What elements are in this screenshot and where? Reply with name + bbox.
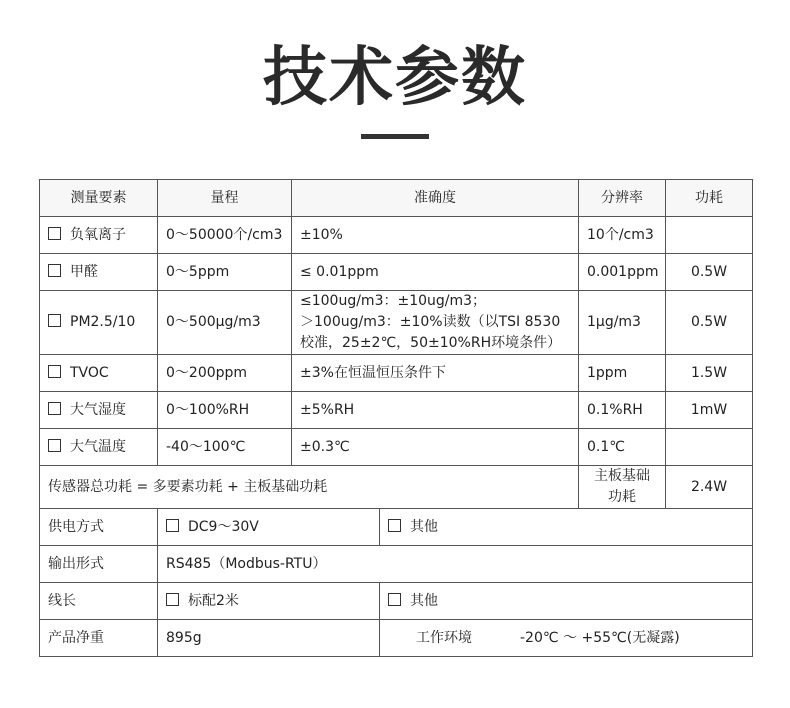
cable-row (40, 583, 753, 620)
title-underline (361, 134, 429, 139)
element-name: 大气温度 (70, 438, 126, 455)
element-cell (40, 429, 158, 466)
accuracy-cell: ±0.3℃ (292, 429, 579, 466)
total-power-label: 传感器总功耗 = 多要素功耗 + 主板基础功耗 (40, 466, 579, 509)
header-accuracy: 准确度 (292, 180, 579, 217)
table-row (40, 355, 753, 392)
table-row (40, 217, 753, 254)
range-cell: 0～50000个/cm3 (158, 217, 292, 254)
header-range: 量程 (158, 180, 292, 217)
range-cell: 0～200ppm (158, 355, 292, 392)
cable-label: 线长 (40, 583, 158, 620)
element-name: 负氧离子 (70, 226, 126, 243)
checkbox[interactable] (48, 402, 61, 415)
accuracy-cell (292, 291, 579, 355)
element-name: PM2.5/10 (70, 314, 136, 330)
checkbox[interactable] (48, 264, 61, 277)
power-supply-option2 (380, 509, 753, 546)
spec-table (39, 179, 753, 657)
resolution-cell: 0.001ppm (579, 254, 666, 291)
weight-value: 895g (158, 620, 380, 657)
power-cell: 1mW (666, 392, 753, 429)
power-supply-option1 (158, 509, 380, 546)
header-element: 测量要素 (40, 180, 158, 217)
option-label: 其他 (410, 592, 438, 609)
option-label: DC9～30V (188, 518, 259, 535)
environment-cell (380, 620, 753, 657)
table-header-row (40, 180, 753, 217)
board-power-label-text: 主板基础 功耗 (594, 468, 650, 505)
element-cell (40, 217, 158, 254)
table-row (40, 291, 753, 355)
checkbox[interactable] (166, 593, 179, 606)
range-cell: 0～100%RH (158, 392, 292, 429)
header-resolution: 分辨率 (579, 180, 666, 217)
environment-value: -20℃ ～ +55℃(无凝露) (520, 629, 680, 646)
accuracy-multiline: ≤100ug/m3：±10ug/m3； ＞100ug/m3：±10%读数（以TSI 8530 校准，25±2℃，50±10%RH环境条件） (300, 293, 562, 351)
total-power-row (40, 466, 753, 509)
checkbox[interactable] (48, 439, 61, 452)
resolution-cell: 1μg/m3 (579, 291, 666, 355)
checkbox[interactable] (166, 519, 179, 532)
output-label: 输出形式 (40, 546, 158, 583)
cable-option2 (380, 583, 753, 620)
range-cell: -40～100℃ (158, 429, 292, 466)
cable-option1 (158, 583, 380, 620)
checkbox[interactable] (388, 593, 401, 606)
resolution-cell: 10个/cm3 (579, 217, 666, 254)
power-cell: 0.5W (666, 291, 753, 355)
power-cell: 1.5W (666, 355, 753, 392)
checkbox[interactable] (388, 519, 401, 532)
element-cell (40, 392, 158, 429)
option-label: 标配2米 (188, 592, 239, 609)
accuracy-cell: ≤ 0.01ppm (292, 254, 579, 291)
output-row (40, 546, 753, 583)
element-cell (40, 291, 158, 355)
resolution-cell: 0.1%RH (579, 392, 666, 429)
power-supply-row (40, 509, 753, 546)
table-row (40, 254, 753, 291)
board-power-value: 2.4W (666, 466, 753, 509)
option-label: 其他 (410, 518, 438, 535)
header-power: 功耗 (666, 180, 753, 217)
weight-label: 产品净重 (40, 620, 158, 657)
element-name: 大气湿度 (70, 401, 126, 418)
power-cell: 0.5W (666, 254, 753, 291)
power-cell (666, 429, 753, 466)
weight-row (40, 620, 753, 657)
range-cell: 0～5ppm (158, 254, 292, 291)
table-row (40, 429, 753, 466)
power-cell (666, 217, 753, 254)
accuracy-cell: ±5%RH (292, 392, 579, 429)
checkbox[interactable] (48, 365, 61, 378)
page-title: 技术参数 (263, 41, 527, 115)
output-value: RS485（Modbus-RTU） (158, 546, 753, 583)
checkbox[interactable] (48, 227, 61, 240)
accuracy-cell: ±3%在恒温恒压条件下 (292, 355, 579, 392)
checkbox[interactable] (48, 314, 61, 327)
board-power-label (579, 466, 666, 509)
table-row (40, 392, 753, 429)
range-cell: 0～500μg/m3 (158, 291, 292, 355)
environment-label: 工作环境 (416, 629, 472, 646)
accuracy-cell: ±10% (292, 217, 579, 254)
element-name: TVOC (70, 364, 109, 381)
element-cell (40, 355, 158, 392)
element-name: 甲醛 (70, 263, 98, 280)
element-cell (40, 254, 158, 291)
resolution-cell: 0.1℃ (579, 429, 666, 466)
power-supply-label: 供电方式 (40, 509, 158, 546)
resolution-cell: 1ppm (579, 355, 666, 392)
